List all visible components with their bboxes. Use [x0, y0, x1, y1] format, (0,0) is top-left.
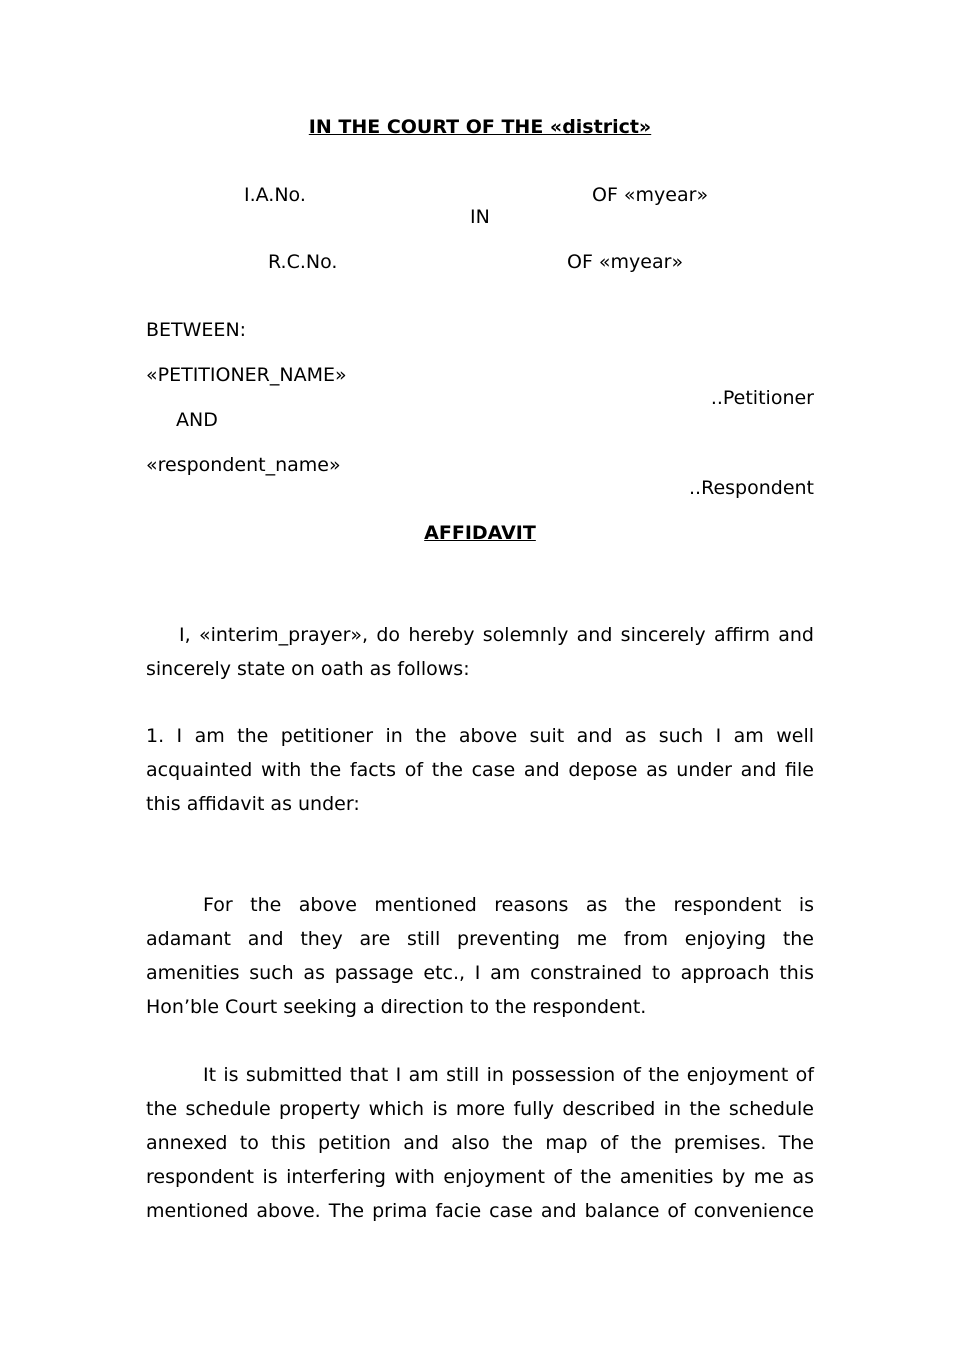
paragraph-line: I, «interim_prayer», do hereby solemnly and sincerely affirm and [179, 624, 814, 646]
affidavit-title: AFFIDAVIT [424, 522, 536, 544]
paragraph-line: It is submitted that I am still in possession of the enjoyment of [203, 1064, 814, 1086]
paragraph-line: sincerely state on oath as follows: [146, 658, 470, 680]
paragraph-line: annexed to this petition and also the map of the premises. The [146, 1132, 814, 1154]
paragraph-line: amenities such as passage etc., I am constrained to approach this [146, 962, 814, 984]
petitioner-name: «PETITIONER_NAME» [146, 364, 347, 386]
rc-number-label: R.C.No. [268, 251, 338, 273]
paragraph-line: respondent is interfering with enjoyment of the amenities by me as [146, 1166, 814, 1188]
respondent-role: ..Respondent [689, 477, 814, 499]
petitioner-role: ..Petitioner [710, 387, 814, 409]
paragraph-3 [146, 1058, 814, 1228]
paragraph-2 [146, 888, 814, 1024]
paragraph-line: this affidavit as under: [146, 793, 360, 815]
paragraph-line: Hon’ble Court seeking a direction to the respondent. [146, 996, 647, 1018]
paragraph-line: For the above mentioned reasons as the respondent is [203, 894, 814, 916]
ia-number-label: I.A.No. [244, 184, 306, 206]
and-label: AND [176, 409, 218, 431]
paragraph-line: 1. I am the petitioner in the above suit and as such I am well [146, 725, 814, 747]
respondent-name: «respondent_name» [146, 454, 341, 476]
paragraph-line: the schedule property which is more fully described in the schedule [146, 1098, 814, 1120]
paragraph-line: mentioned above. The prima facie case and balance of convenience [146, 1200, 814, 1222]
court-title: IN THE COURT OF THE «district» [308, 116, 652, 138]
paragraph-line: adamant and they are still preventing me from enjoying the [146, 928, 814, 950]
in-label: IN [470, 206, 490, 228]
between-label: BETWEEN: [146, 319, 247, 341]
paragraph-1 [146, 719, 814, 821]
ia-year-label: OF «myear» [592, 184, 709, 206]
paragraph-line: acquainted with the facts of the case and depose as under and file [146, 759, 814, 781]
rc-year-label: OF «myear» [567, 251, 684, 273]
intro-paragraph [146, 618, 814, 686]
